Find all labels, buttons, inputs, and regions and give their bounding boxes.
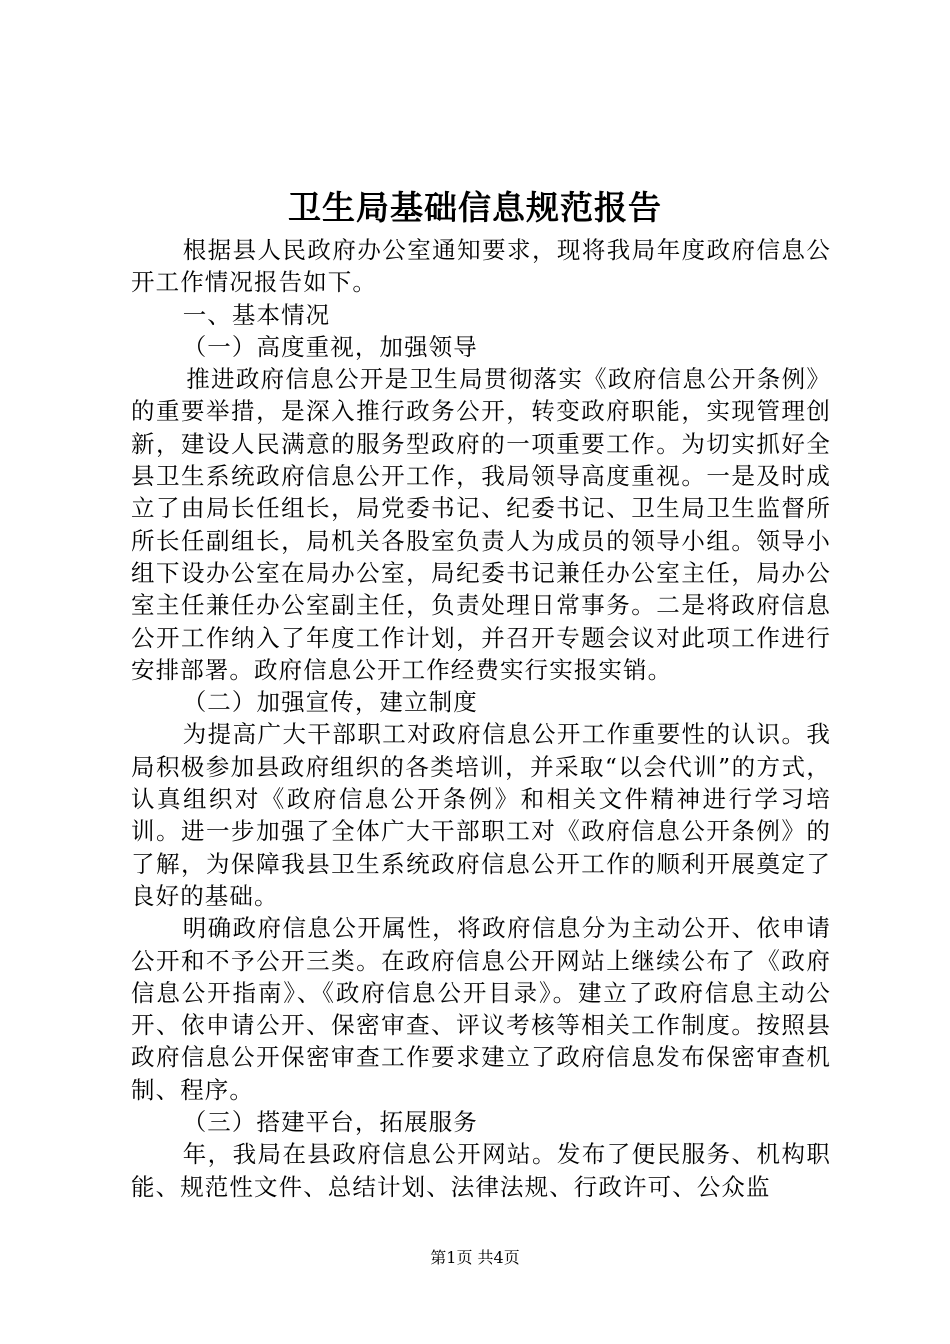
document-title: 卫生局基础信息规范报告 <box>288 188 662 227</box>
body-paragraph: 年，我局在县政府信息公开网站。发布了便民服务、机构职能、规范性文件、总结计划、法律法规、行政许可、公众监 <box>131 1140 831 1201</box>
document-body <box>131 234 831 1203</box>
intro-paragraph: 根据县人民政府办公室通知要求，现将我局年度政府信息公开工作情况报告如下。 <box>131 236 831 297</box>
section-heading-basic: 一、基本情况 <box>182 300 331 329</box>
body-paragraph: 明确政府信息公开属性，将政府信息分为主动公开、依申请公开和不予公开三类。在政府信息公开网站上继续公布了《政府信息公开指南》、《政府信息公开目录》。建立了政府信息主动公开、依申请公开、保密审查、评议考核等相关工作制度。按照县政府信息公开保密审查工作要求建立了政府信息发布保密审查机制、程序。 <box>131 914 831 1104</box>
page-footer: 第1页 共4页 <box>430 1248 520 1267</box>
body-paragraph: 推进政府信息公开是卫生局贯彻落实《政府信息公开条例》的重要举措，是深入推行政务公开，转变政府职能，实现管理创新，建设人民满意的服务型政府的一项重要工作。为切实抓好全县卫生系统政府信息公开工作，我局领导高度重视。一是及时成立了由局长任组长，局党委书记、纪委书记、卫生局卫生监督所所长任副组长，局机关各股室负责人为成员的领导小组。领导小组下设办公室在局办公室，局纪委书记兼任办公室主任，局办公室主任兼任办公室副主任，负责处理日常事务。二是将政府信息公开工作纳入了年度工作计划，并召开专题会议对此项工作进行安排部署。政府信息公开工作经费实行实报实销。 <box>131 365 831 684</box>
subsection-heading-1: （一）高度重视，加强领导 <box>182 332 478 361</box>
subsection-heading-3: （三）搭建平台，拓展服务 <box>182 1108 478 1137</box>
body-paragraph: 为提高广大干部职工对政府信息公开工作重要性的认识。我局积极参加县政府组织的各类培训，并采取“以会代训”的方式，认真组织对《政府信息公开条例》和相关文件精神进行学习培训。进一步加强了全体广大干部职工对《政府信息公开条例》的了解，为保障我县卫生系统政府信息公开工作的顺利开展奠定了良好的基础。 <box>131 720 831 910</box>
subsection-heading-2: （二）加强宣传，建立制度 <box>182 688 478 717</box>
